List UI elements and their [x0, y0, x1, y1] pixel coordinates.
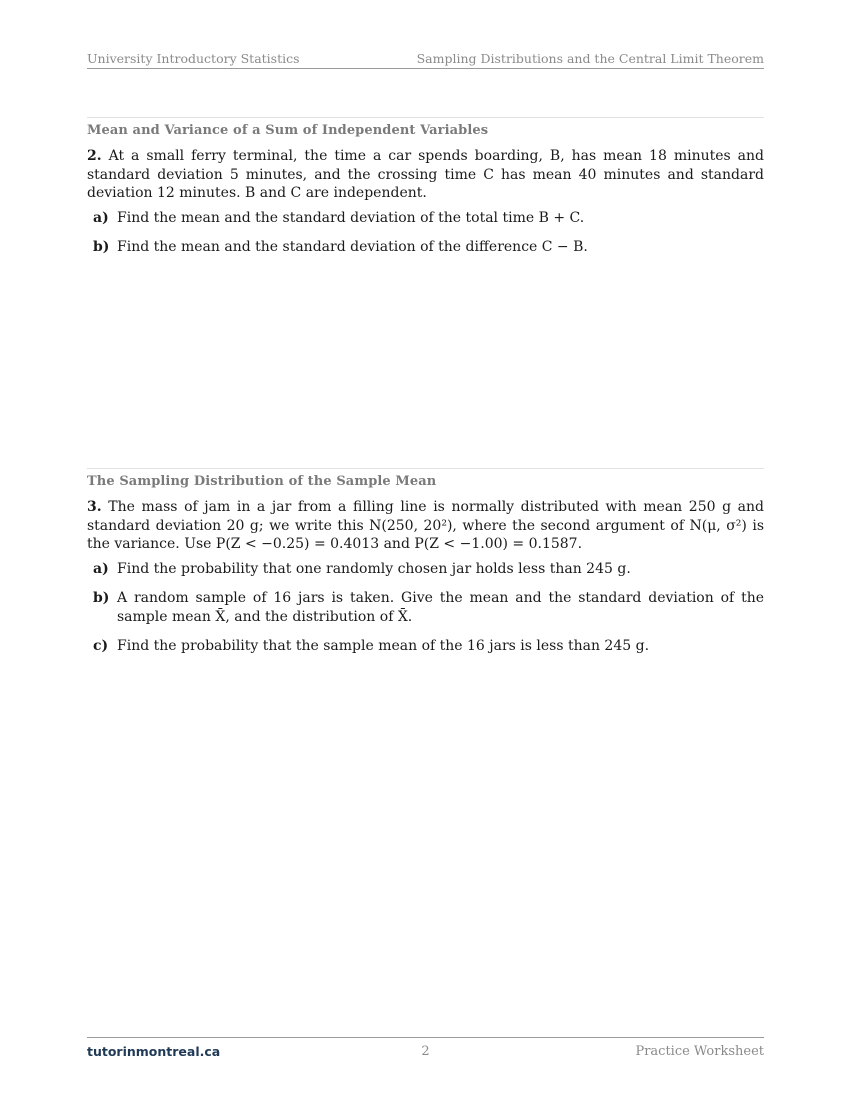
part-label: a)	[93, 560, 109, 577]
section-sample-mean	[87, 468, 764, 667]
part-text: Find the probability that one randomly chosen jar holds less than 245 g.	[117, 560, 631, 577]
header-course-title: University Introductory Statistics	[87, 51, 300, 66]
problem-3-parts	[87, 560, 764, 656]
part-a	[87, 560, 764, 579]
problem-number: 3.	[87, 499, 102, 515]
section-divider	[87, 468, 764, 469]
section-divider	[87, 117, 764, 118]
section-title: Mean and Variance of a Sum of Independent Variables	[87, 123, 489, 138]
footer-worksheet-label: Practice Worksheet	[635, 1044, 764, 1059]
part-a	[87, 209, 764, 228]
part-b	[87, 238, 764, 257]
problem-2-parts	[87, 209, 764, 257]
part-label: c)	[93, 638, 109, 654]
problem-text: At a small ferry terminal, the time a car spends boarding, B, has mean 18 minutes and standard deviation 5 minutes, and the crossing time C has mean 40 minutes and standard deviation 12 minutes. B and C are independent.	[87, 148, 764, 201]
footer-brand-link[interactable]: tutorinmontreal.ca	[87, 1044, 221, 1059]
problem-2	[87, 147, 764, 203]
problem-3	[87, 498, 764, 554]
part-text: Find the mean and the standard deviation of the total time B + C.	[117, 209, 585, 226]
section-title: The Sampling Distribution of the Sample Mean	[87, 474, 437, 489]
footer-page-number: 2	[421, 1044, 430, 1059]
part-text: A random sample of 16 jars is taken. Give the mean and the standard deviation of the sample mean X̄, and the distribution of X̄.	[117, 590, 764, 625]
header-chapter-title: Sampling Distributions and the Central Limit Theorem	[416, 51, 764, 66]
part-text: Find the probability that the sample mean of the 16 jars is less than 245 g.	[117, 638, 650, 654]
problem-number: 2.	[87, 148, 102, 164]
part-b	[87, 589, 764, 626]
page-header	[87, 50, 764, 69]
part-label: b)	[93, 590, 110, 606]
part-label: a)	[93, 209, 109, 226]
part-c	[87, 637, 764, 656]
problem-text: The mass of jam in a jar from a filling line is normally distributed with mean 250 g and standard deviation 20 g; we write this N(250, 20²), where the second argument of N(μ, σ²) is the variance. Use P(Z < −0.25) = 0.4013 and P(Z < −1.00) = 0.1587.	[87, 499, 764, 552]
page-footer	[87, 1037, 764, 1062]
part-label: b)	[93, 239, 110, 255]
part-text: Find the mean and the standard deviation of the difference C − B.	[117, 239, 588, 255]
section-sum-of-variables	[87, 117, 764, 268]
